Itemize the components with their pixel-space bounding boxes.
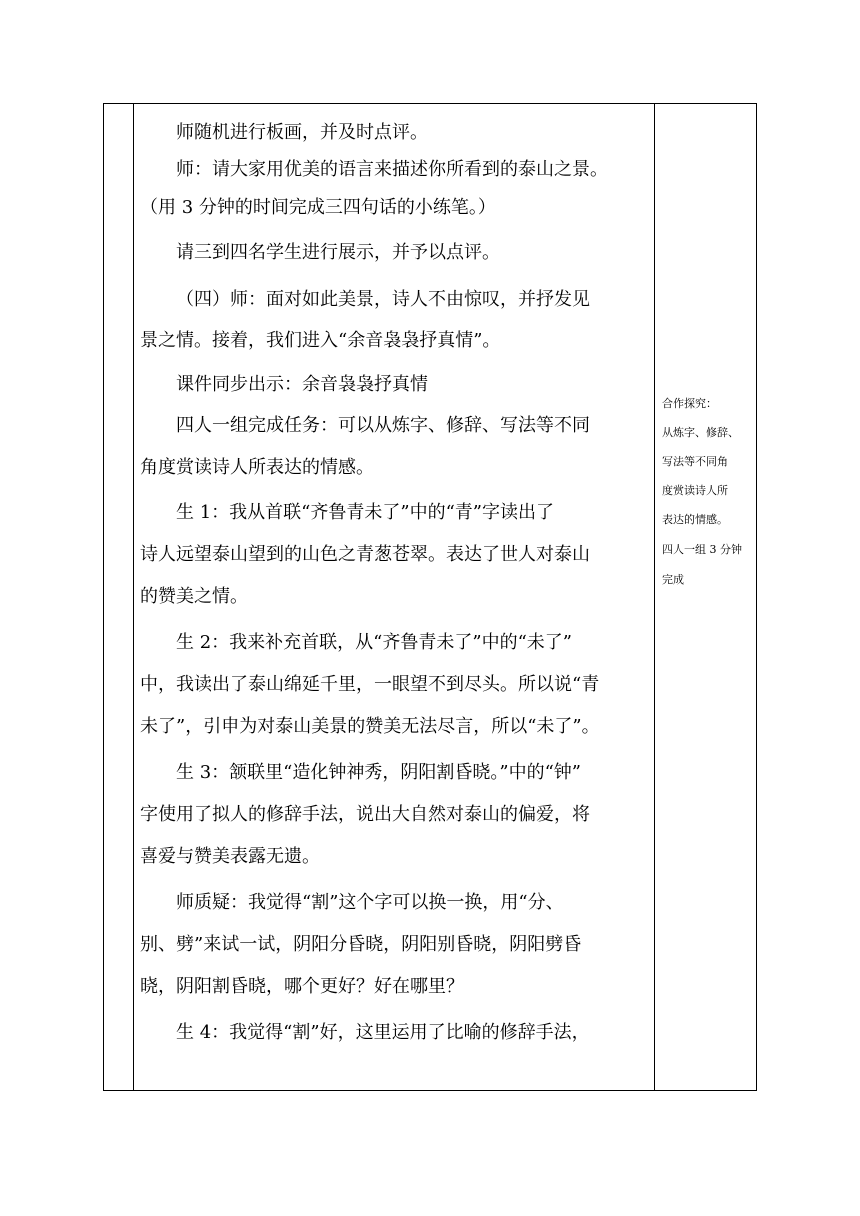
paragraph-line: 字使用了拟人的修辞手法，说出大自然对泰山的偏爱，将 [140, 804, 590, 825]
side-note-line: 合作探究： [662, 397, 717, 410]
paragraph-line: 未了”，引申为对泰山美景的赞美无法尽言，所以“未了”。 [140, 716, 600, 737]
paragraph-line: 生 2：我来补充首联，从“齐鲁青未了”中的“未了” [176, 632, 572, 653]
paragraph-line: 诗人远望泰山望到的山色之青葱苍翠。表达了世人对泰山 [140, 544, 590, 565]
paragraph-line: 角度赏读诗人所表达的情感。 [140, 457, 374, 478]
table-column-divider-left [133, 104, 134, 1090]
paragraph-line: 请三到四名学生进行展示，并予以点评。 [176, 242, 500, 263]
paragraph-line: 喜爱与赞美表露无遗。 [140, 846, 320, 867]
side-note-line: 度赏读诗人所 [662, 484, 728, 497]
side-note-line: 表达的情感。 [662, 513, 728, 526]
paragraph-line: （四）师：面对如此美景，诗人不由惊叹，并抒发见 [176, 289, 590, 310]
side-note-line: 完成 [662, 573, 684, 586]
paragraph-line: 师随机进行板画，并及时点评。 [176, 122, 428, 143]
side-note-line: 写法等不同角 [662, 455, 728, 468]
paragraph-line: 生 1：我从首联“齐鲁青未了”中的“青”字读出了 [176, 502, 554, 523]
side-note-line: 从炼字、修辞、 [662, 426, 739, 439]
paragraph-line: 晓，阴阳割昏晓，哪个更好？好在哪里？ [140, 976, 464, 997]
side-note-line: 四人一组 3 分钟 [662, 543, 742, 556]
paragraph-line: 生 3：颔联里“造化钟神秀，阴阳割昏晓。”中的“钟” [176, 762, 581, 783]
paragraph-line: 四人一组完成任务：可以从炼字、修辞、写法等不同 [176, 415, 590, 436]
paragraph-line: 生 4：我觉得“割”好，这里运用了比喻的修辞手法， [176, 1022, 590, 1043]
paragraph-line: 别、劈”来试一试，阴阳分昏晓，阴阳别昏晓，阴阳劈昏 [140, 934, 582, 955]
paragraph-line: 课件同步出示：余音袅袅抒真情 [176, 374, 428, 395]
side-note [662, 398, 756, 586]
paragraph-line: （用 3 分钟的时间完成三四句话的小练笔。） [140, 197, 496, 218]
paragraph-line: 中，我读出了泰山绵延千里，一眼望不到尽头。所以说“青 [140, 674, 600, 695]
table-column-divider-right [654, 104, 655, 1090]
paragraph-line: 师：请大家用优美的语言来描述你所看到的泰山之景。 [176, 159, 608, 180]
paragraph-line: 的赞美之情。 [140, 586, 248, 607]
paragraph-line: 景之情。接着，我们进入“余音袅袅抒真情”。 [140, 330, 501, 351]
lesson-content [140, 104, 647, 1043]
paragraph-line: 师质疑：我觉得“割”这个字可以换一换，用“分、 [176, 892, 564, 913]
